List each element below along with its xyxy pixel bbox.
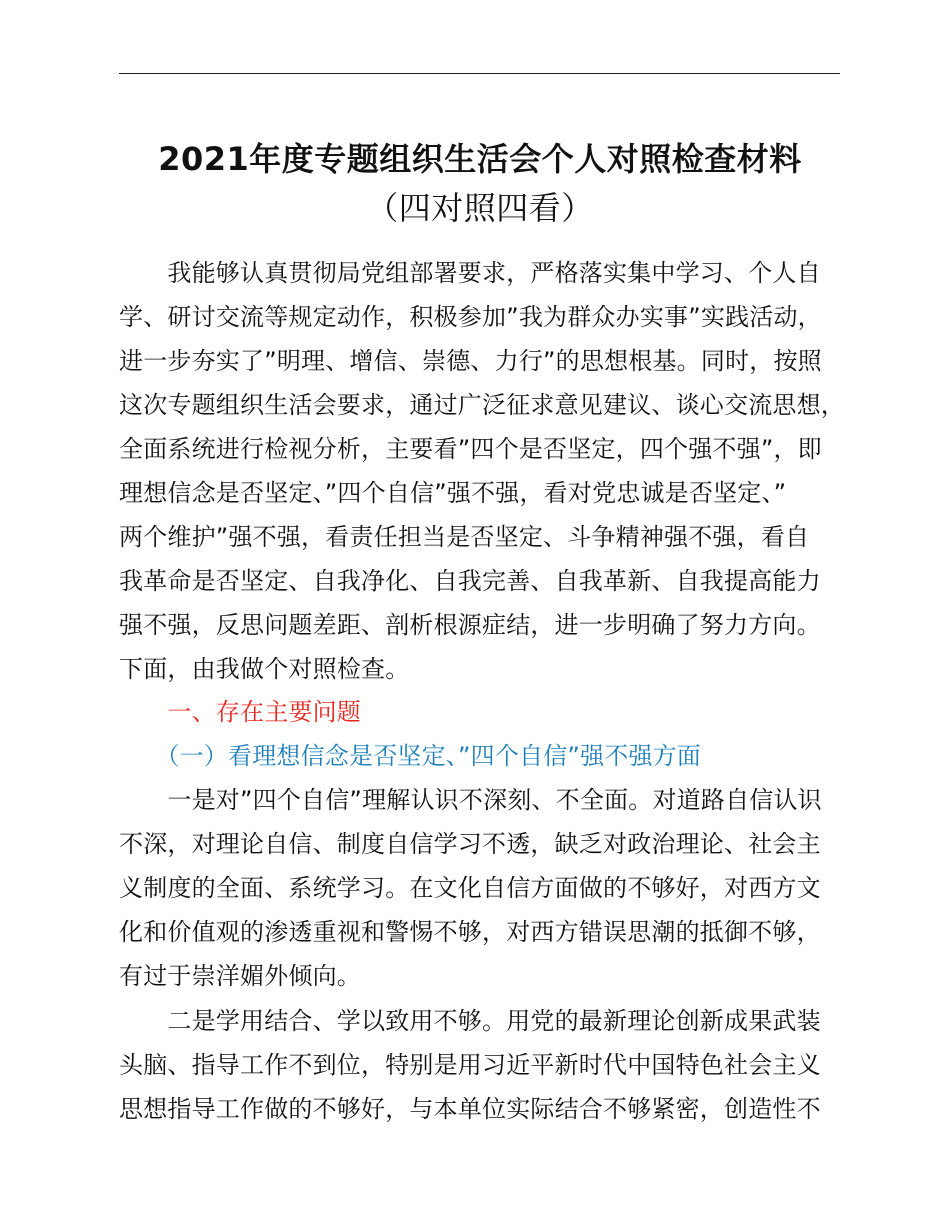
- body-line: 我革命是否坚定、自我净化、自我完善、自我革新、自我提高能力: [119, 567, 821, 595]
- body-line: 理想信念是否坚定、”四个自信”强不强，看对党忠诚是否坚定、”: [119, 479, 787, 507]
- body-line: 这次专题组织生活会要求，通过广泛征求意见建议、谈心交流思想，: [119, 391, 845, 419]
- body-line: 强不强，反思问题差距、剖析根源症结，进一步明确了努力方向。: [119, 611, 821, 639]
- body-line: 学、研讨交流等规定动作，积极参加”我为群众办实事”实践活动，: [119, 303, 822, 331]
- document-title: 2021年度专题组织生活会个人对照检查材料: [158, 140, 802, 178]
- body-line: 一是对”四个自信”理解认识不深刻、不全面。对道路自信认识: [119, 786, 822, 814]
- body-line: 进一步夯实了”明理、增信、崇德、力行”的思想根基。同时，按照: [119, 347, 822, 375]
- subsection-heading: （一）看理想信念是否坚定、”四个自信”强不强方面: [119, 742, 702, 770]
- body-line: 全面系统进行检视分析，主要看”四个是否坚定，四个强不强”，即: [119, 435, 822, 463]
- body-line: 下面，由我做个对照检查。: [119, 655, 410, 683]
- body-line: 有过于崇洋媚外倾向。: [119, 962, 361, 990]
- section-heading: 一、存在主要问题: [119, 698, 361, 726]
- body-line: 化和价值观的渗透重视和警惕不够，对西方错误思潮的抵御不够，: [119, 918, 821, 946]
- body-line: 不深，对理论自信、制度自信学习不透，缺乏对政治理论、社会主: [119, 830, 821, 858]
- body-line: 义制度的全面、系统学习。在文化自信方面做的不够好，对西方文: [119, 874, 821, 902]
- body-line: 我能够认真贯彻局党组部署要求，严格落实集中学习、个人自: [119, 259, 821, 287]
- document-subtitle: （四对照四看）: [366, 189, 594, 227]
- body-line: 头脑、指导工作不到位，特别是用习近平新时代中国特色社会主义: [119, 1051, 821, 1079]
- header-rule: [119, 73, 840, 74]
- body-line: 二是学用结合、学以致用不够。用党的最新理论创新成果武装: [119, 1007, 821, 1035]
- body-line: 思想指导工作做的不够好，与本单位实际结合不够紧密，创造性不: [119, 1095, 821, 1123]
- body-line: 两个维护”强不强，看责任担当是否坚定、斗争精神强不强，看自: [119, 523, 810, 551]
